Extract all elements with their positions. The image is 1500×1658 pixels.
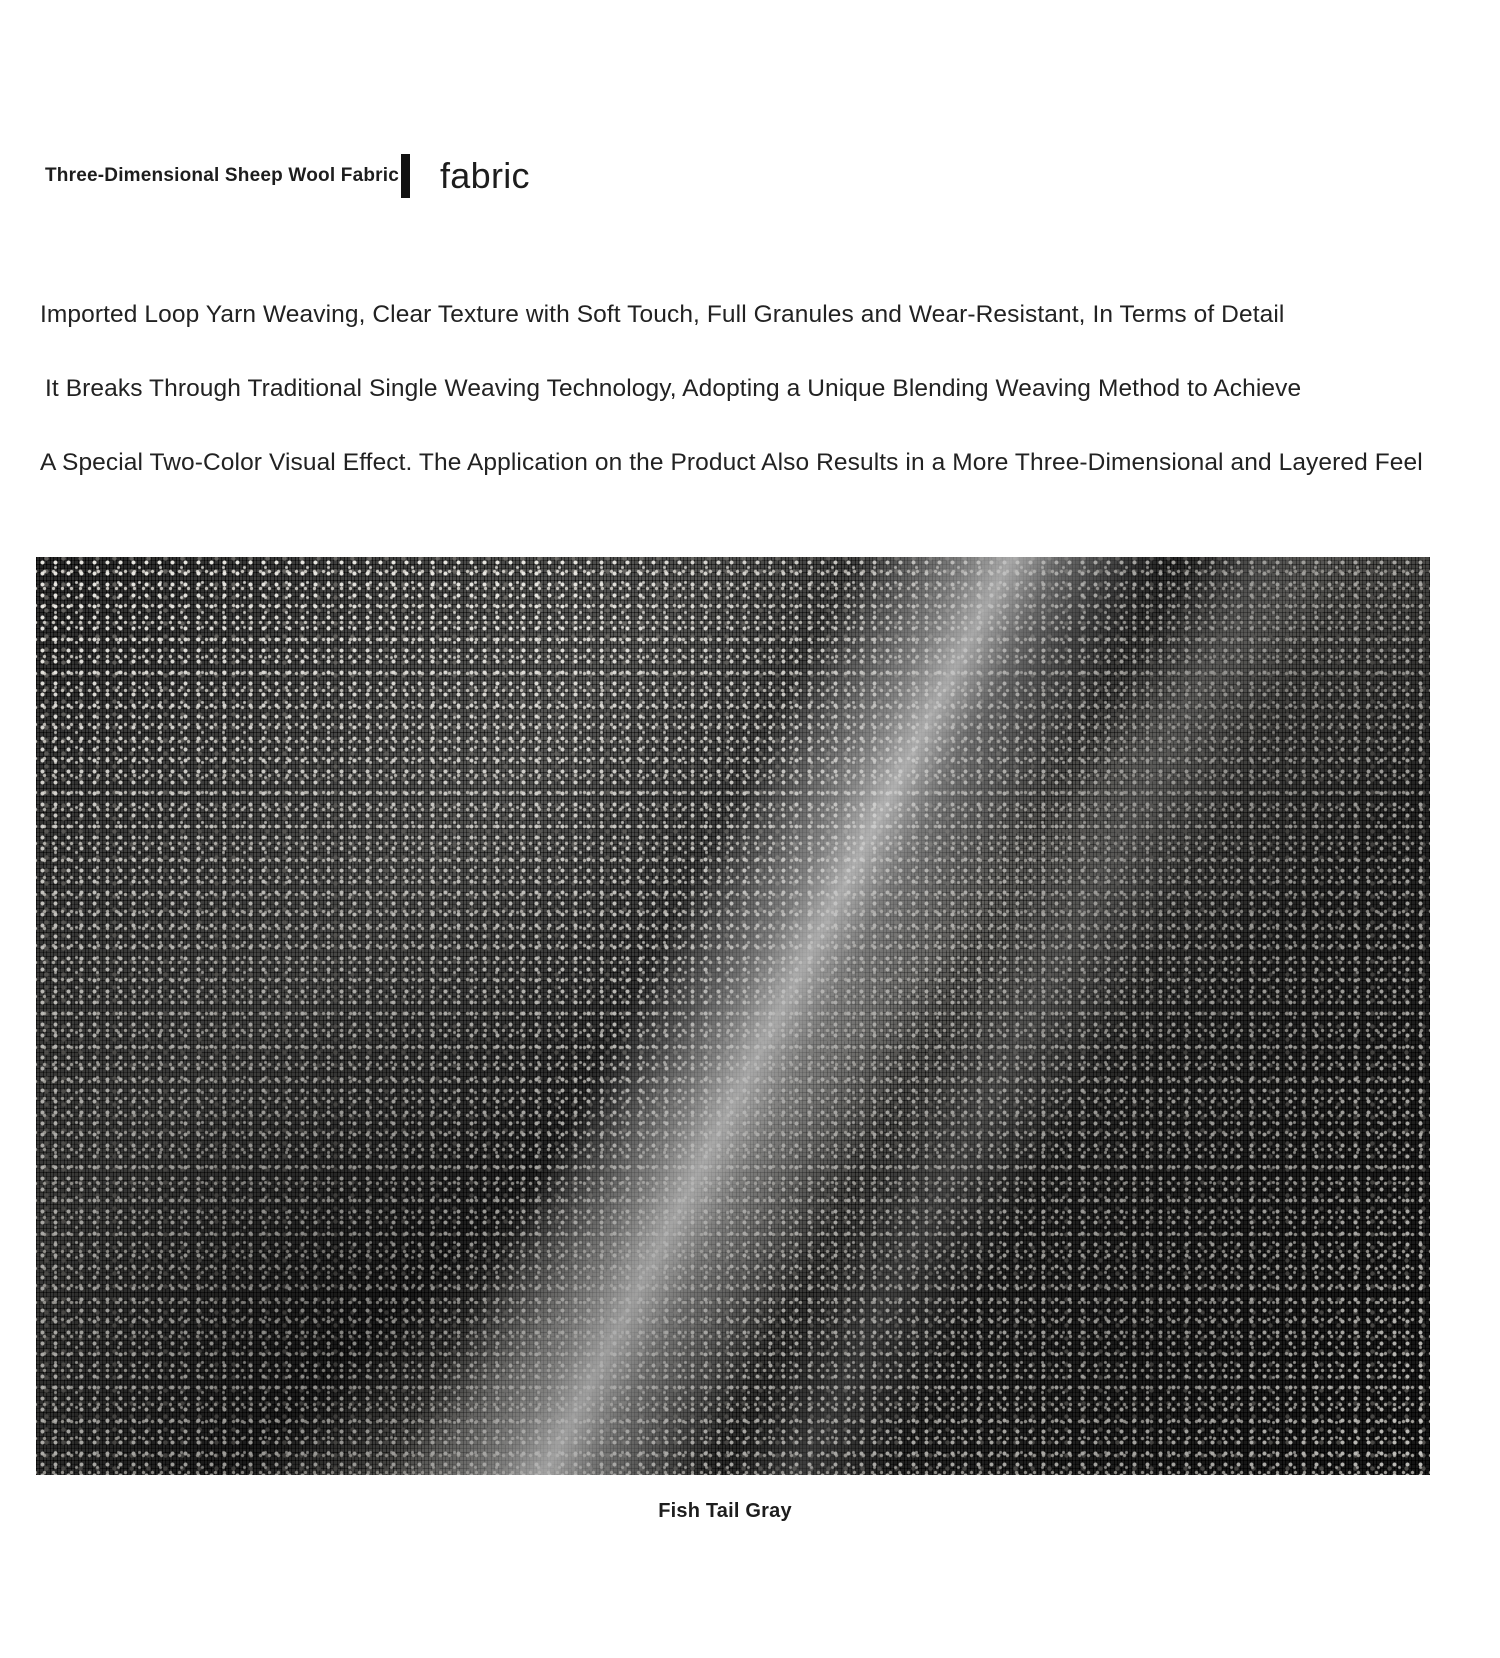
page-title: Three-Dimensional Sheep Wool Fabric xyxy=(45,164,399,186)
description-block xyxy=(40,278,1470,500)
fabric-photo xyxy=(36,557,1430,1475)
heading-row xyxy=(45,148,530,204)
description-line-3: A Special Two-Color Visual Effect. The Application on the Product Also Results in a More Three-Dimensional and Layered Feel xyxy=(40,449,1423,476)
title-divider-bar xyxy=(401,154,410,198)
description-line-1: Imported Loop Yarn Weaving, Clear Texture with Soft Touch, Full Granules and Wear-Resistant, In Terms of Detail xyxy=(40,301,1285,328)
page-subtitle: fabric xyxy=(440,155,530,196)
fabric-color-caption: Fish Tail Gray xyxy=(658,1500,792,1522)
fabric-texture-image xyxy=(36,557,1430,1475)
description-line-2: It Breaks Through Traditional Single Weaving Technology, Adopting a Unique Blending Weaving Method to Achieve xyxy=(45,375,1302,402)
